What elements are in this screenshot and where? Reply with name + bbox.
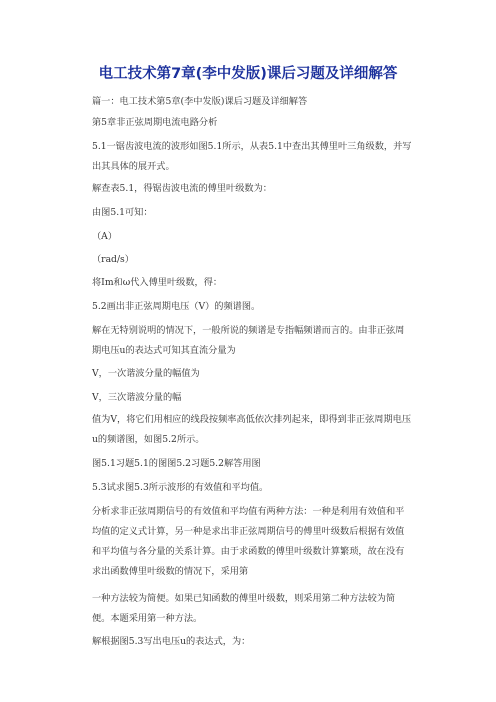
paragraph: 5.3试求图5.3所示波形的有效值和平均值。 xyxy=(92,482,269,493)
document-title: 电工技术第7章(李中发版)课后习题及详细解答 xyxy=(98,66,398,82)
paragraph: 5.2画出非正弦周期电压（V）的频谱图。 xyxy=(92,301,261,312)
paragraph: 解查表5.1，得锯齿波电流的傅里叶级数为： xyxy=(92,183,272,194)
paragraph: 由图5.1可知： xyxy=(92,207,153,218)
paragraph: （rad/s） xyxy=(92,254,134,265)
paragraph: 篇一：电工技术第5章(李中发版)课后习题及详细解答 xyxy=(92,96,308,107)
paragraph: 值为V，将它们用相应的线段按频率高低依次排列起来，即得到非正弦周期电压u的频谱图，如图5.2所示。 xyxy=(92,414,412,445)
paragraph: 一种方法较为简便。如果已知函数的傅里叶级数，则采用第二种方法较为简便。本题采用第一种方法。 xyxy=(92,593,396,624)
paragraph: 解根据图5.3写出电压u的表达式，为： xyxy=(92,636,251,647)
paragraph: 5.1一锯齿波电流的波形如图5.1所示，从表5.1中查出其傅里叶三角级数，并写出其具体的展开式。 xyxy=(92,141,412,172)
paragraph: 将Im和ω代入傅里叶级数，得： xyxy=(92,277,223,288)
paragraph: 第5章非正弦周期电流电路分析 xyxy=(92,117,218,128)
paragraph: 图5.1习题5.1的图图5.2习题5.2解答用图 xyxy=(92,458,261,469)
paragraph: 分析求非正弦周期信号的有效值和平均值有两种方法：一种是利用有效值和平均值的定义式计算，另一种是求出非正弦周期信号的傅里叶级数后根据有效值和平均值与各分量的关系计算。由于求函数的傅里叶级数计算繁琐，故在没有求出函数傅里叶级数的情况下，采用第 xyxy=(92,506,405,577)
paragraph: （A） xyxy=(92,231,118,242)
paragraph: V，一次谐波分量的幅值为 xyxy=(92,368,200,379)
paragraph: 解在无特别说明的情况下，一般所说的频谱是专指幅频谱而言的。由非正弦周期电压u的表达式可知其直流分量为 xyxy=(92,325,405,356)
paragraph: V，三次谐波分量的幅 xyxy=(92,392,182,403)
